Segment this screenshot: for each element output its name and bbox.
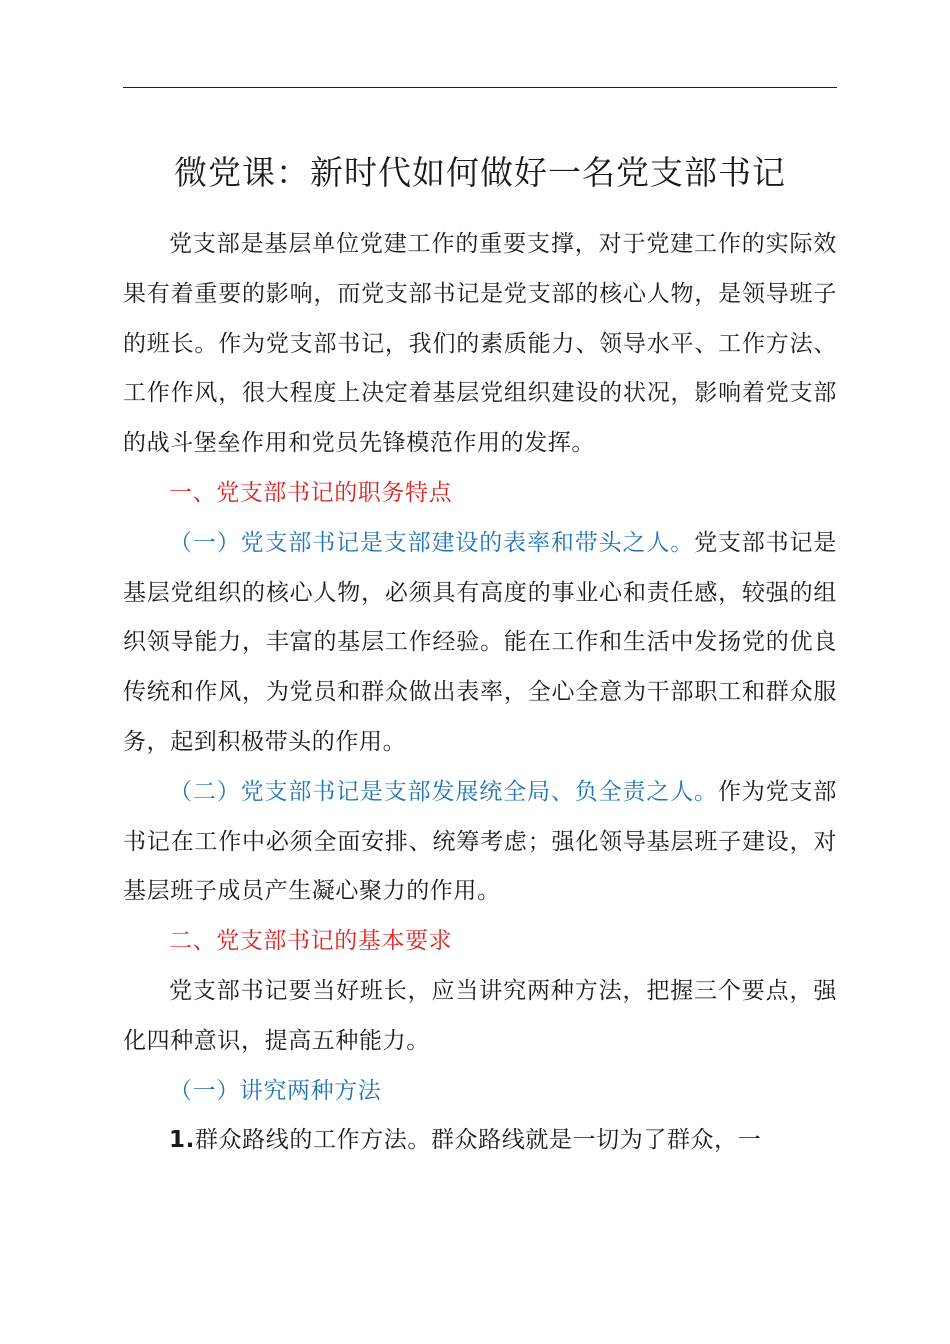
section1-item1-text: 党支部书记是基层党组织的核心人物，必须具有高度的事业心和责任感，较强的组织领导能力，丰富的基层工作经验。能在工作和生活中发扬党的优良传统和作风，为党员和群众做出表率，全心全意为干部职工和群众服务，起到积极带头的作用。 xyxy=(123,529,837,755)
section1-item1-heading: （一）党支部书记是支部建设的表率和带头之人。 xyxy=(169,529,695,556)
section2-point1 xyxy=(123,1116,837,1166)
document-title: 微党课：新时代如何做好一名党支部书记 xyxy=(174,153,786,192)
document-body xyxy=(123,150,837,1166)
header-rule xyxy=(123,87,837,88)
section1-item1 xyxy=(123,519,837,768)
section2-point1-number: 1. xyxy=(169,1127,195,1154)
section1-item2 xyxy=(123,768,837,917)
section2-text: 党支部书记要当好班长，应当讲究两种方法，把握三个要点，强化四种意识，提高五种能力。 xyxy=(123,977,837,1054)
section1-item2-heading: （二）党支部书记是支部发展统全局、负全责之人。 xyxy=(169,778,718,805)
section2-point1-text: 群众路线的工作方法。群众路线就是一切为了群众，一 xyxy=(194,1127,762,1154)
section2-sub1-heading: （一）讲究两种方法 xyxy=(169,1077,382,1104)
section1-item2-text: 作为党支部书记在工作中必须全面安排、统筹考虑；强化领导基层班子建设，对基层班子成员产生凝心聚力的作用。 xyxy=(123,778,838,905)
section2-heading: 二、党支部书记的基本要求 xyxy=(169,928,453,955)
section1-heading: 一、党支部书记的职务特点 xyxy=(169,479,453,506)
intro-paragraph: 党支部是基层单位党建工作的重要支撑，对于党建工作的实际效果有着重要的影响，而党支部书记是党支部的核心人物，是领导班子的班长。作为党支部书记，我们的素质能力、领导水平、工作方法、工作作风，很大程度上决定着基层党组织建设的状况，影响着党支部的战斗堡垒作用和党员先锋模范作用的发挥。 xyxy=(123,231,837,457)
